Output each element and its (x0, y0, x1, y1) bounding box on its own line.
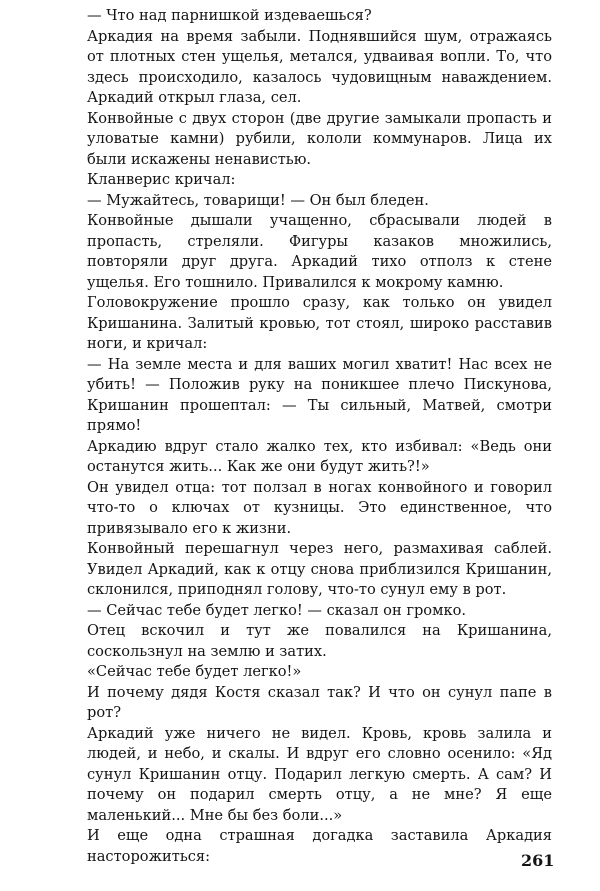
page-number: 261 (521, 851, 555, 870)
paragraph-8: — На земле места и для ваших могил хватит! Нас всех не убить! — Положив руку на поникшее плечо Пискунова, Кришанин прошептал: — Ты сильный, Матвей, смотри прямо! (87, 355, 552, 434)
paragraph-13: Отец вскочил и тут же повалился на Кришанина, соскользнул на землю и затих. (87, 622, 552, 660)
paragraph-9: Аркадию вдруг стало жалко тех, кто избивал: «Ведь они останутся жить... Как же они будут жить?!» (87, 437, 552, 475)
paragraph-3: Конвойные с двух сторон (две другие замыкали пропасть и уловатые камни) рубили, кололи коммунаров. Лица их были искажены ненавистью. (87, 109, 552, 168)
paragraph-14: «Сейчас тебе будет легко!» (87, 663, 302, 680)
paragraph-1: — Что над парнишкой издеваешься? (87, 7, 372, 24)
paragraph-2: Аркадия на время забыли. Поднявшийся шум, отражаясь от плотных стен ущелья, метался, удваивая вопли. То, что здесь происходило, казалось чудовищным наваждением. Аркадий открыл глаза, сел. (87, 27, 552, 106)
paragraph-5: — Мужайтесь, товарищи! — Он был бледен. (87, 191, 429, 209)
paragraph-16: Аркадий уже ничего не видел. Кровь, кровь залила и людей, и небо, и скалы. И вдруг его словно осенило: «Яд сунул Кришанин отцу. Подарил легкую смерть. А сам? И почему он подарил смерть отцу, а не мне? Я еще маленький... Мне бы без боли...» (87, 724, 552, 824)
paragraph-6: Конвойные дышали учащенно, сбрасывали людей в пропасть, стреляли. Фигуры казаков множились, повторяли друг друга. Аркадий тихо отполз к стене ущелья. Его тошнило. Привалился к мокрому камню. (87, 212, 552, 291)
book-page-text (87, 6, 552, 867)
paragraph-11: Конвойный перешагнул через него, размахивая саблей. Увидел Аркадий, как к отцу снова приблизился Кришанин, склонился, приподнял голову, что-то сунул ему в рот. (87, 540, 552, 598)
paragraph-7: Головокружение прошло сразу, как только он увидел Кришанина. Залитый кровью, тот стоял, широко расставив ноги, и кричал: (87, 294, 552, 352)
paragraph-17: И еще одна страшная догадка заставила Аркадия насторожиться: (87, 827, 552, 865)
paragraph-12: — Сейчас тебе будет легко! — сказал он громко. (87, 601, 466, 619)
paragraph-15: И почему дядя Костя сказал так? И что он сунул папе в рот? (87, 683, 552, 721)
paragraph-10: Он увидел отца: тот ползал в ногах конвойного и говорил что-то о ключах от кузницы. Это единственное, что привязывало его к жизни. (87, 478, 552, 537)
paragraph-4: Кланверис кричал: (87, 171, 236, 188)
